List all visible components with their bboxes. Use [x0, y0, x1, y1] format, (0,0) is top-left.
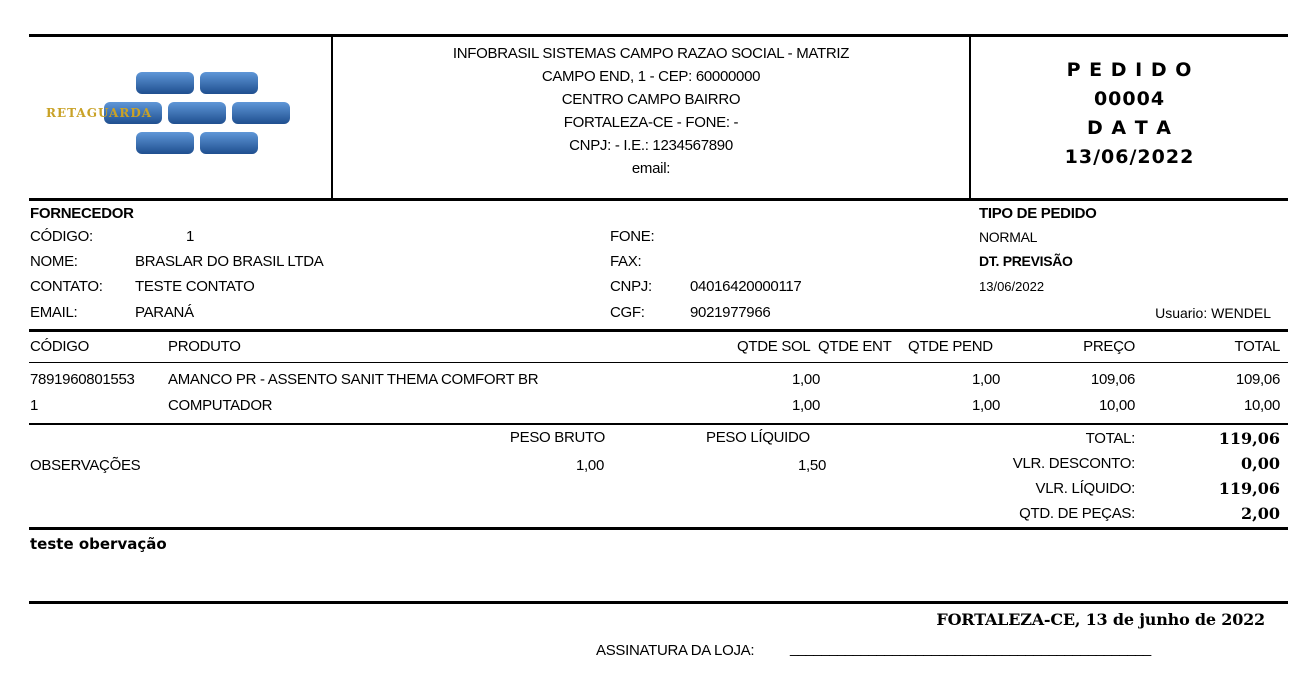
company-info [333, 42, 969, 180]
contato-value: TESTE CONTATO [135, 278, 255, 295]
cgf-label: CGF: [610, 304, 645, 321]
row-qtde-sol: 1,00 [792, 371, 820, 388]
total-label: TOTAL: [1085, 430, 1135, 447]
company-name: INFOBRASIL SISTEMAS CAMPO RAZAO SOCIAL - MATRIZ [452, 45, 850, 62]
row-total: 109,06 [1235, 371, 1280, 388]
data-label: D A T A [1087, 117, 1172, 139]
company-district: CENTRO CAMPO BAIRRO [561, 91, 741, 108]
nome-value: BRASLAR DO BRASIL LTDA [135, 253, 324, 270]
row-total: 10,00 [1243, 397, 1280, 414]
usuario-label: Usuario: WENDEL [1155, 305, 1271, 321]
codigo-value: 1 [186, 228, 195, 245]
col-header-preco: PREÇO [1083, 338, 1135, 355]
fone-label: FONE: [610, 228, 655, 245]
summary-bottom-rule [29, 527, 1288, 530]
company-cnpj-ie: CNPJ: - I.E.: 1234567890 [569, 137, 733, 154]
header-bottom-rule [29, 198, 1288, 201]
row-produto: AMANCO PR - ASSENTO SANIT THEMA COMFORT BR [168, 371, 539, 388]
col-header-produto: PRODUTO [168, 338, 241, 355]
observacoes-label: OBSERVAÇÕES [30, 457, 141, 474]
cnpj-label: CNPJ: [610, 278, 652, 295]
peso-liquido-value: 1,50 [798, 457, 826, 474]
row-preco: 10,00 [1098, 397, 1135, 414]
company-email: email: [631, 160, 671, 177]
cnpj-value: 04016420000117 [690, 278, 802, 295]
pedido-number: 00004 [1093, 88, 1166, 110]
company-city-phone: FORTALEZA-CE - FONE: - [563, 114, 739, 131]
signature-label: ASSINATURA DA LOJA: [596, 642, 755, 659]
peso-liquido-label: PESO LÍQUIDO [706, 429, 810, 446]
liquido-value: 119,06 [1218, 479, 1280, 498]
total-value: 119,06 [1218, 429, 1280, 448]
fax-label: FAX: [610, 253, 642, 270]
place-date: FORTALEZA-CE, 13 de junho de 2022 [936, 610, 1265, 629]
logo-hexagons-graphic [40, 62, 320, 182]
codigo-label: CÓDIGO: [30, 228, 93, 245]
header-top-rule [29, 34, 1288, 37]
peso-bruto-label: PESO BRUTO [509, 429, 605, 446]
row-produto: COMPUTADOR [168, 397, 273, 414]
col-header-codigo: CÓDIGO [30, 338, 90, 355]
row-codigo: 7891960801553 [30, 371, 135, 388]
pecas-value: 2,00 [1241, 504, 1280, 523]
tipo-pedido-label: TIPO DE PEDIDO [979, 205, 1097, 222]
logo-text: RETAGUARDA [46, 106, 153, 120]
row-preco: 109,06 [1090, 371, 1135, 388]
previsao-label: DT. PREVISÃO [979, 253, 1073, 269]
desconto-label: VLR. DESCONTO: [1012, 455, 1135, 472]
desconto-value: 0,00 [1241, 454, 1280, 473]
row-qtde-pend: 1,00 [972, 371, 1000, 388]
liquido-label: VLR. LÍQUIDO: [1035, 480, 1135, 497]
row-qtde-sol: 1,00 [792, 397, 820, 414]
pecas-label: QTD. DE PEÇAS: [1019, 505, 1135, 522]
row-qtde-pend: 1,00 [972, 397, 1000, 414]
signature-line: ______________________________________________ [790, 640, 1151, 657]
company-address: CAMPO END, 1 - CEP: 60000000 [541, 68, 761, 85]
col-header-qtde-sol: QTDE SOL [737, 338, 811, 355]
cgf-value: 9021977966 [690, 304, 771, 321]
previsao-value: 13/06/2022 [979, 279, 1045, 294]
nome-label: NOME: [30, 253, 78, 270]
row-codigo: 1 [30, 397, 39, 414]
order-box [971, 56, 1288, 172]
observation-text: teste obervação [30, 535, 167, 553]
col-header-qtde-ent: QTDE ENT [818, 338, 892, 355]
footer-top-rule [29, 601, 1288, 604]
items-top-rule [29, 329, 1288, 332]
email-label: EMAIL: [30, 304, 78, 321]
peso-bruto-value: 1,00 [576, 457, 604, 474]
items-bottom-rule [29, 423, 1288, 425]
email-value: PARANÁ [135, 304, 194, 321]
data-value: 13/06/2022 [1064, 146, 1195, 168]
tipo-pedido-value: NORMAL [979, 229, 1038, 245]
col-header-qtde-pend: QTDE PEND [908, 338, 993, 355]
supplier-section-label: FORNECEDOR [30, 205, 134, 222]
contato-label: CONTATO: [30, 278, 103, 295]
col-header-total: TOTAL [1234, 338, 1280, 355]
pedido-label: P E D I D O [1066, 59, 1193, 81]
items-header-rule [29, 362, 1288, 363]
retaguarda-logo [40, 62, 320, 182]
